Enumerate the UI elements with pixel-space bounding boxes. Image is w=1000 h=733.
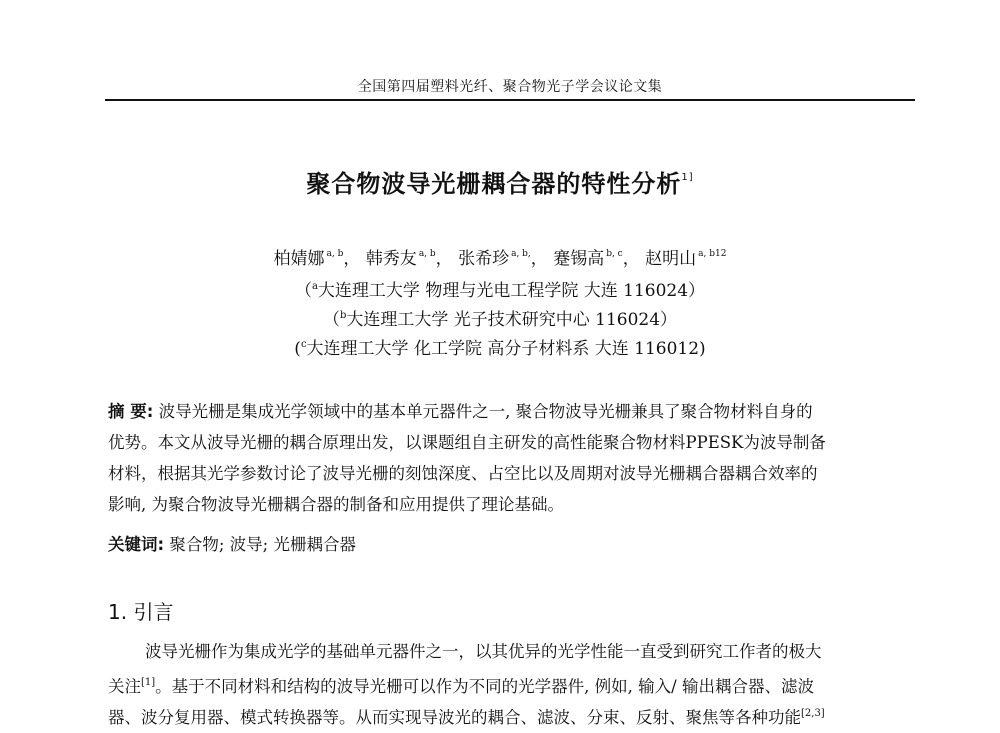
abstract-label: 摘 要:: [108, 402, 154, 421]
author-affiliation-mark: a, b,: [511, 249, 531, 259]
affiliation-text: 大连理工大学 光子技术研究中心 116024）: [346, 310, 678, 330]
citation: [2,3]: [801, 708, 825, 719]
author-affiliation-mark: b, c: [606, 249, 623, 259]
affiliation-b: [0, 305, 1000, 331]
author-affiliation-mark: a, b12: [698, 249, 727, 259]
citation: [1]: [141, 677, 156, 688]
keywords: [108, 533, 356, 557]
author-name: 张希珍: [458, 249, 510, 269]
intro-text: 。基于不同材料和结构的波导光栅可以作为不同的光学器件, 例如, 输入/ 输出耦合器、滤波: [155, 677, 814, 696]
affiliation-mark: a: [311, 281, 318, 292]
affiliation-mark: c: [300, 339, 307, 350]
running-header: 全国第四届塑料光纤、聚合物光子学会议论文集: [357, 79, 663, 95]
author-name: 赵明山: [645, 249, 697, 269]
author-name: 蹇锡高: [553, 249, 605, 269]
affiliation-c: [0, 334, 1000, 360]
intro-paragraph: [108, 636, 916, 729]
affiliation-text: 大连理工大学 物理与光电工程学院 大连 116024）: [317, 281, 706, 301]
author-name: 韩秀友: [365, 249, 417, 269]
affiliation-text: 大连理工大学 化工学院 高分子材料系 大连 116012): [306, 339, 706, 359]
intro-text: 关注: [108, 677, 141, 696]
header-rule: [105, 99, 915, 101]
abstract-text: 波导光栅是集成光学领域中的基本单元器件之一, 聚合物波导光栅兼具了聚合物材料自身的: [153, 402, 813, 421]
abstract-line: [108, 396, 916, 427]
keywords-label: 关键词:: [108, 535, 165, 554]
title-footnote-mark: 1]: [681, 172, 694, 183]
abstract: [108, 396, 916, 520]
author-name: 柏婧娜: [273, 249, 325, 269]
author-list: 柏婧娜 $^{a, b}$， 韩秀友 $^{a, b}$， 张希珍 $^{a, b,}$， 蹇锡高 $^{b, c}$， 赵明山 $^{a, b12}$: [273, 249, 727, 269]
paper-title: [0, 163, 1000, 199]
intro-text: 器、波分复用器、模式转换器等。从而实现导波光的耦合、滤波、分束、反射、聚焦等各种功能: [108, 708, 801, 727]
intro-line: 波导光栅作为集成光学的基础单元器件之一，以其优异的光学性能一直受到研究工作者的极大: [145, 642, 822, 661]
intro-line: [108, 667, 916, 698]
author-affiliation-mark: a, b: [326, 249, 344, 259]
abstract-line: 优势。本文从波导光栅的耦合原理出发，以课题组自主研发的高性能聚合物材料PPESK为波导制备: [108, 433, 826, 452]
affiliation-mark: b: [339, 310, 347, 321]
intro-line: [108, 698, 916, 729]
affiliation-a: [0, 276, 1000, 302]
paper-title-text: 聚合物波导光栅耦合器的特性分析: [306, 170, 682, 198]
abstract-line: 影响, 为聚合物波导光栅耦合器的制备和应用提供了理论基础。: [108, 495, 564, 514]
affiliation-open-paren: （: [294, 281, 312, 301]
affiliation-open-paren: （: [322, 310, 340, 330]
abstract-line: 材料，根据其光学参数讨论了波导光栅的刻蚀深度、占空比以及周期对波导光栅耦合器耦合效率的: [108, 464, 818, 483]
section-heading: 1. 引言: [108, 600, 174, 624]
affiliation-open-paren: (: [294, 339, 301, 359]
author-affiliation-mark: a, b: [418, 249, 436, 259]
keywords-text: 聚合物; 波导; 光栅耦合器: [164, 535, 356, 554]
